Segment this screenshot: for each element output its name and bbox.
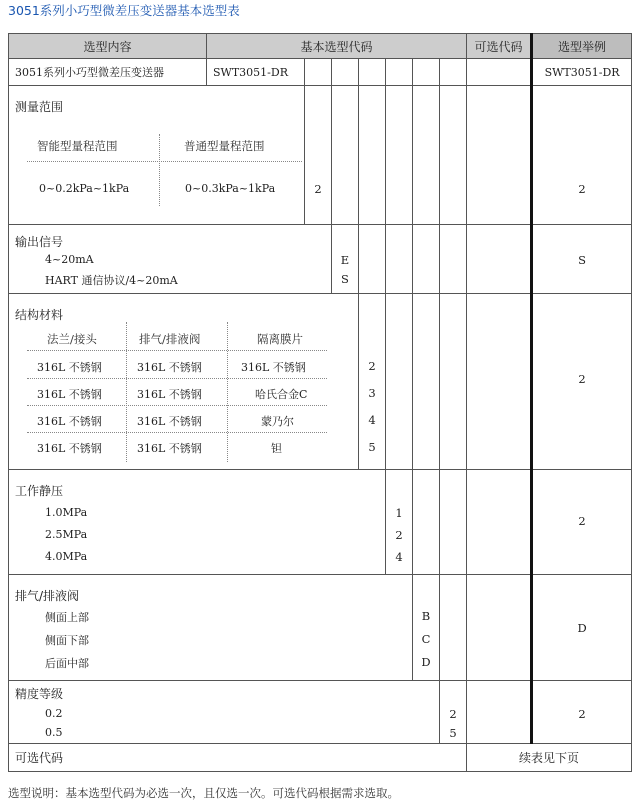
- accuracy-item-2: 0.5: [45, 726, 63, 739]
- range-normal-header: 普通型量程范围: [184, 139, 265, 153]
- footer-continued: 续表见下页: [519, 751, 580, 765]
- material-code-3: 4: [368, 413, 376, 427]
- material-r3-diaphragm: 蒙乃尔: [261, 415, 294, 428]
- header-basic-code: 基本选型代码: [207, 34, 467, 59]
- footer-row: [9, 744, 632, 772]
- range-code-cell: [305, 86, 332, 225]
- vent-section: [9, 575, 413, 681]
- accuracy-code-2: 5: [449, 726, 457, 740]
- vent-example-cell: [532, 575, 632, 681]
- footer-continued-cell: [467, 744, 632, 772]
- model-code: SWT3051-DR: [207, 59, 305, 86]
- selection-table: [8, 33, 632, 772]
- accuracy-example-cell: [532, 681, 632, 744]
- material-title: 结构材料: [15, 308, 64, 322]
- material-divider-2: [27, 405, 327, 406]
- pressure-code-cell: [386, 470, 413, 575]
- material-r3-flange: 316L 不锈钢: [37, 415, 102, 428]
- accuracy-section: [9, 681, 440, 744]
- model-name: 3051系列小巧型微差压变送器: [9, 59, 207, 86]
- output-item-1: 4~20mA: [45, 253, 94, 266]
- material-code-cell: [359, 294, 386, 470]
- vent-code-3: D: [421, 655, 431, 669]
- accuracy-title: 精度等级: [15, 687, 64, 701]
- output-row: [9, 225, 632, 294]
- footer-label: 可选代码: [15, 751, 64, 765]
- range-col-divider: [159, 134, 160, 206]
- material-row: [9, 294, 632, 470]
- material-code-1: 2: [368, 359, 376, 373]
- material-divider-0: [27, 350, 327, 351]
- output-example-cell: [532, 225, 632, 294]
- range-title: 测量范围: [15, 100, 64, 114]
- material-r1-flange: 316L 不锈钢: [37, 361, 102, 374]
- pressure-example-cell: [532, 470, 632, 575]
- accuracy-row: [9, 681, 632, 744]
- material-section: [9, 294, 359, 470]
- selection-note: 选型说明：基本选型代码为必选一次，且仅选一次。可选代码根据需求选取。: [8, 786, 399, 800]
- accuracy-code-1: 2: [449, 707, 457, 721]
- material-r2-diaphragm: 哈氏合金C: [255, 388, 308, 401]
- range-smart-header: 智能型量程范围: [37, 139, 118, 153]
- pressure-item-1: 1.0MPa: [45, 506, 88, 519]
- table-header-row: [9, 34, 632, 59]
- pressure-code-3: 4: [395, 550, 403, 564]
- material-divider-1: [27, 378, 327, 379]
- output-title: 输出信号: [15, 235, 64, 249]
- vent-item-3: 后面中部: [45, 657, 89, 670]
- vent-example: D: [577, 621, 587, 635]
- range-smart-value: 0~0.2kPa~1kPa: [39, 182, 130, 195]
- header-optional-code: 可选代码: [467, 34, 532, 59]
- pressure-row: [9, 470, 632, 575]
- material-divider-3: [27, 432, 327, 433]
- vent-item-1: 侧面上部: [45, 611, 89, 624]
- material-r1-diaphragm: 316L 不锈钢: [241, 361, 306, 374]
- vent-code-1: B: [421, 609, 431, 623]
- accuracy-code-cell: [440, 681, 467, 744]
- footer-label-cell: [9, 744, 467, 772]
- accuracy-example: 2: [578, 707, 586, 721]
- material-header-vent: 排气/排液阀: [139, 332, 201, 346]
- material-r4-flange: 316L 不锈钢: [37, 442, 102, 455]
- material-example-cell: [532, 294, 632, 470]
- pressure-item-2: 2.5MPa: [45, 528, 88, 541]
- material-col-divider-1: [126, 322, 127, 462]
- material-code-4: 5: [368, 440, 376, 454]
- material-col-divider-2: [227, 322, 228, 462]
- range-example: 2: [578, 182, 586, 196]
- pressure-example: 2: [578, 514, 586, 528]
- range-code: 2: [314, 182, 322, 196]
- material-r2-vent: 316L 不锈钢: [137, 388, 202, 401]
- model-example: SWT3051-DR: [532, 59, 632, 86]
- output-section: [9, 225, 332, 294]
- output-item-2: HART 通信协议/4~20mA: [45, 274, 178, 287]
- output-code-2: S: [341, 272, 349, 286]
- output-code-1: E: [340, 253, 350, 267]
- output-example: S: [578, 253, 586, 267]
- vent-code-cell: [413, 575, 440, 681]
- material-code-2: 3: [368, 386, 376, 400]
- vent-item-2: 侧面下部: [45, 634, 89, 647]
- pressure-section: [9, 470, 386, 575]
- material-r2-flange: 316L 不锈钢: [37, 388, 102, 401]
- accuracy-item-1: 0.2: [45, 707, 63, 720]
- vent-title: 排气/排液阀: [15, 589, 80, 603]
- range-divider: [27, 161, 302, 162]
- material-r4-diaphragm: 钽: [271, 442, 282, 455]
- output-code-cell: [332, 225, 359, 294]
- material-header-diaphragm: 隔离膜片: [257, 332, 303, 346]
- pressure-code-1: 1: [395, 506, 403, 520]
- material-r3-vent: 316L 不锈钢: [137, 415, 202, 428]
- pressure-code-2: 2: [395, 528, 403, 542]
- vent-code-2: C: [421, 632, 431, 646]
- pressure-title: 工作静压: [15, 484, 64, 498]
- material-example: 2: [578, 372, 586, 386]
- pressure-item-3: 4.0MPa: [45, 550, 88, 563]
- model-row: [9, 59, 632, 86]
- range-section: [9, 86, 305, 225]
- range-row: [9, 86, 632, 225]
- vent-row: [9, 575, 632, 681]
- range-example-cell: [532, 86, 632, 225]
- material-header-flange: 法兰/接头: [47, 332, 97, 346]
- material-r4-vent: 316L 不锈钢: [137, 442, 202, 455]
- document-title: 3051系列小巧型微差压变送器基本选型表: [8, 3, 240, 18]
- range-normal-value: 0~0.3kPa~1kPa: [185, 182, 276, 195]
- header-content: 选型内容: [9, 34, 207, 59]
- header-example: 选型举例: [532, 34, 632, 59]
- material-r1-vent: 316L 不锈钢: [137, 361, 202, 374]
